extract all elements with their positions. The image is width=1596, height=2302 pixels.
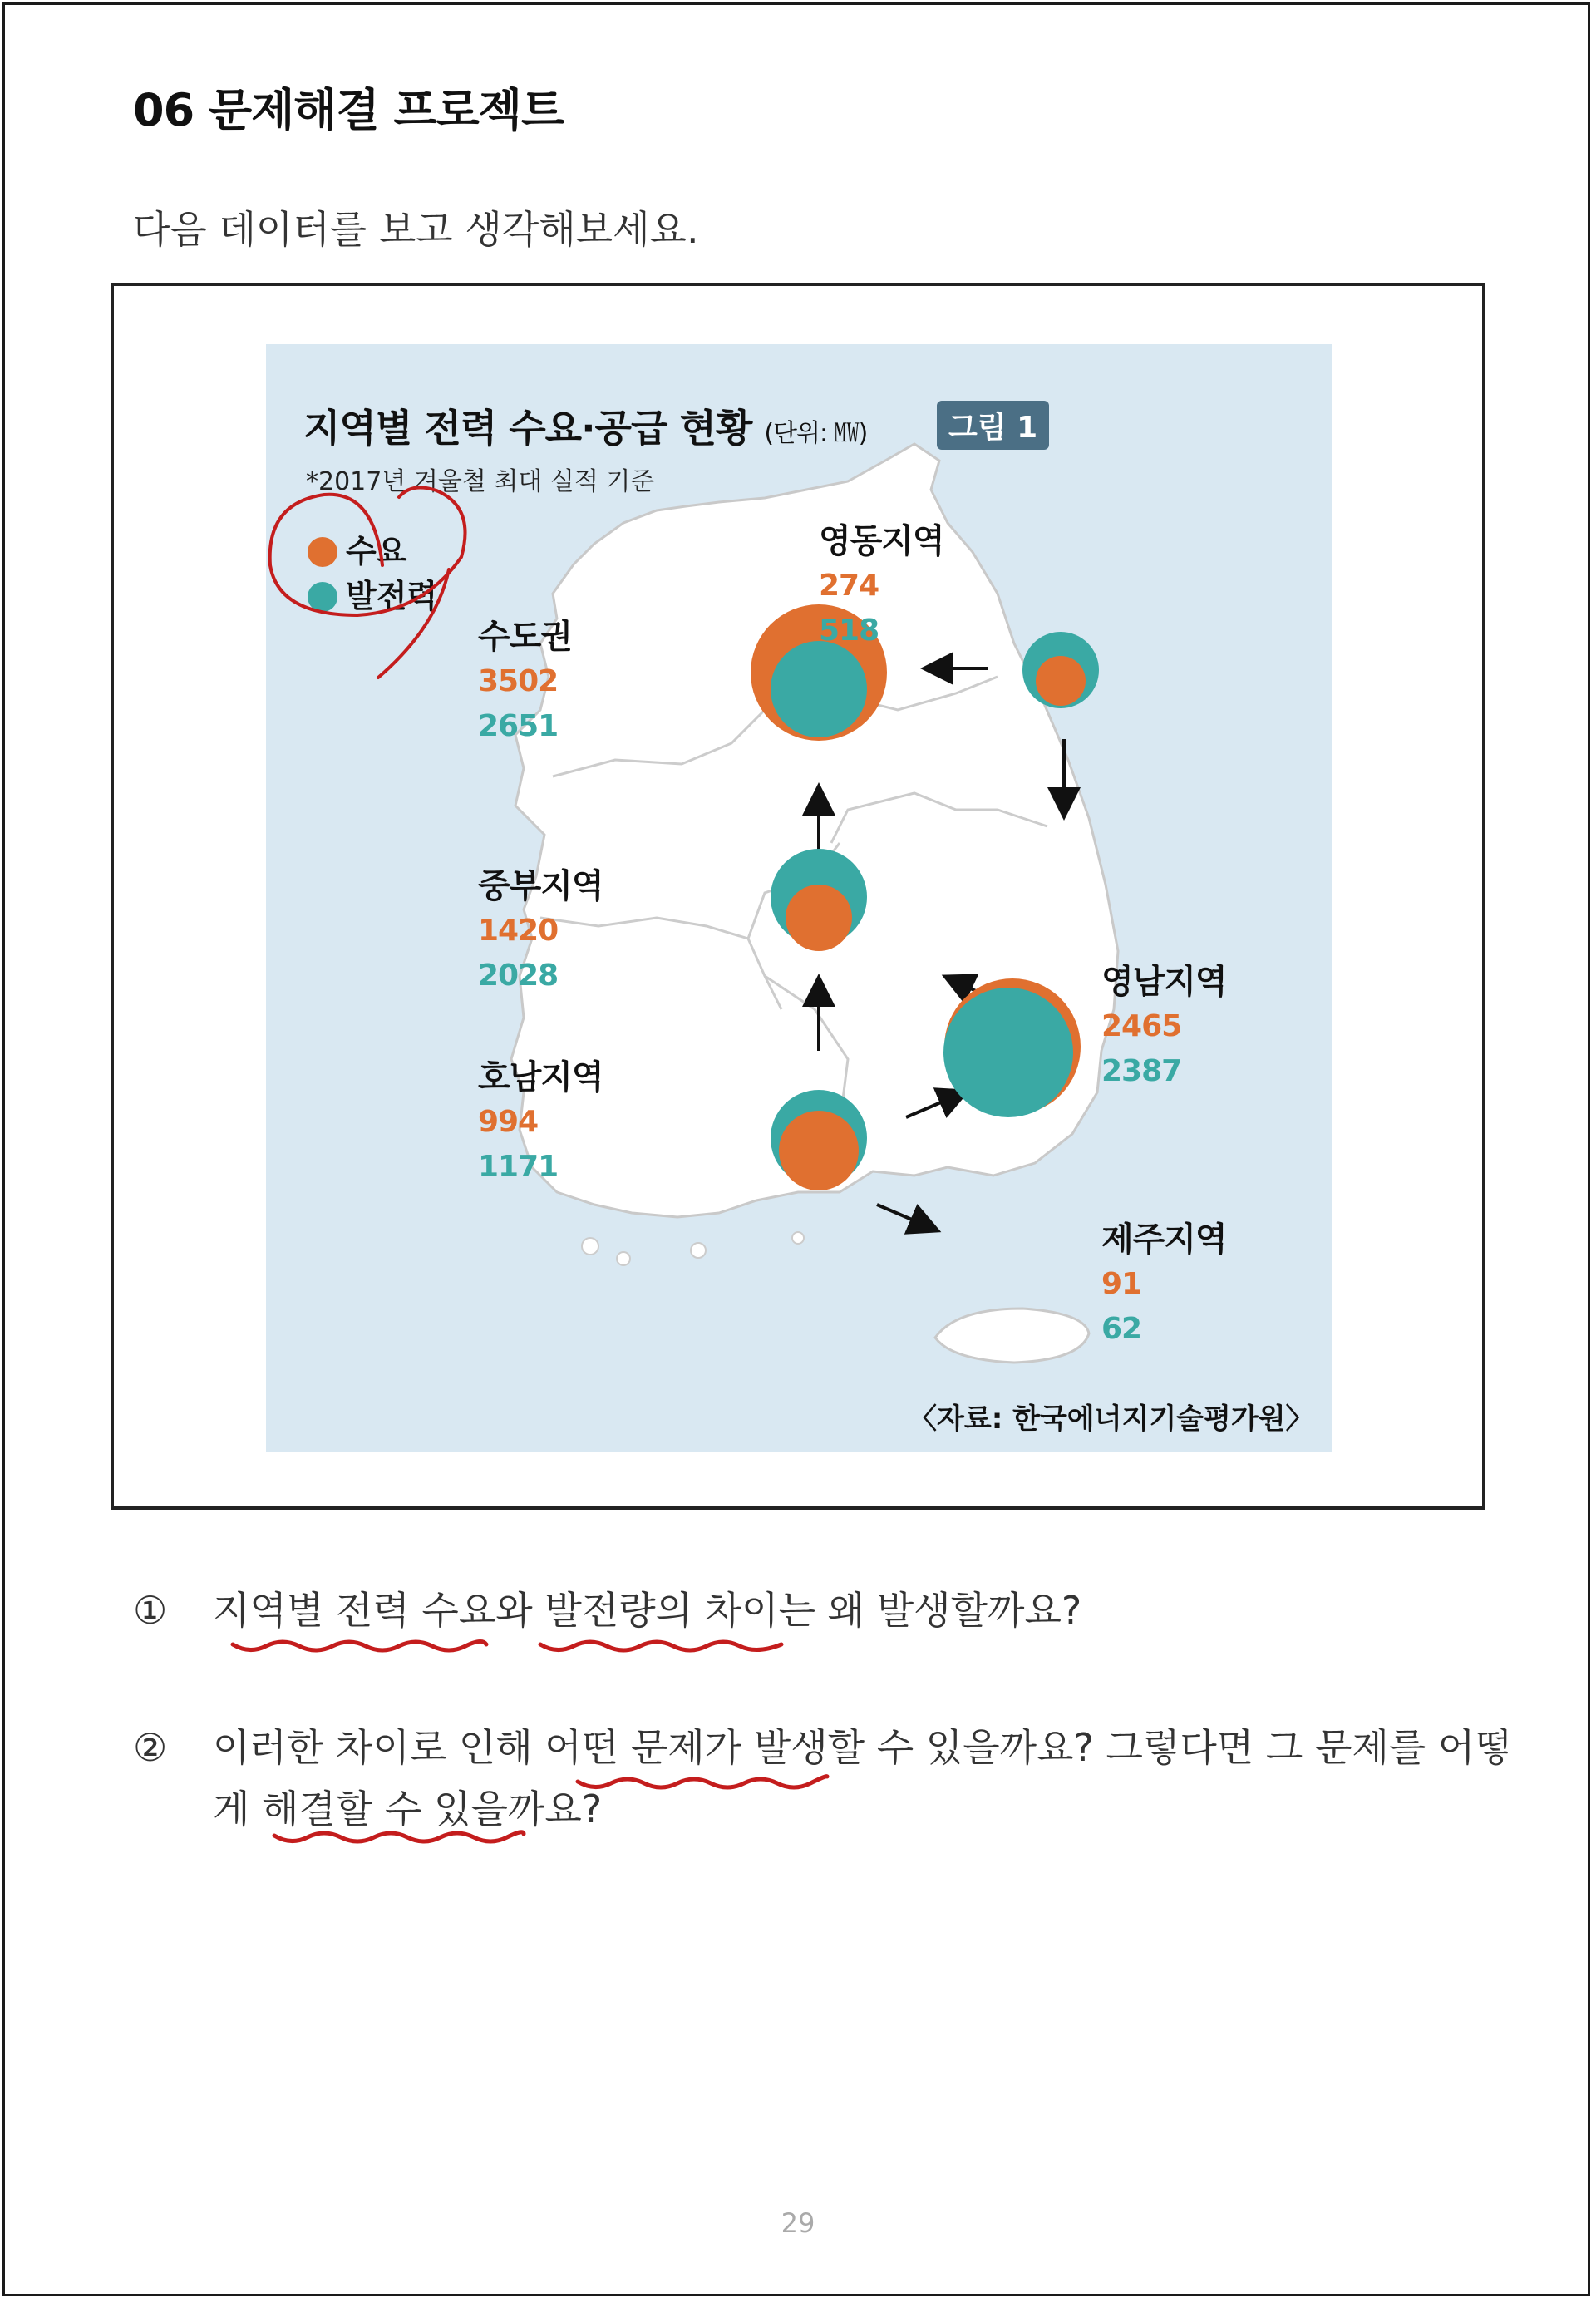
region-yeongnam: 영남지역 2465 2387 — [1101, 963, 1227, 1088]
region-central: 중부지역 1420 2028 — [478, 867, 603, 993]
jeju-shape — [935, 1309, 1089, 1363]
map-title: 지역별 전력 수요·공급 현황 (단위: ㎿) — [303, 406, 868, 451]
question-2-underline-1 — [574, 1767, 840, 1800]
island — [792, 1232, 804, 1244]
figure-frame — [111, 283, 1485, 1510]
page-number: 29 — [781, 2207, 815, 2239]
question-1-text: 지역별 전력 수요와 발전량의 차이는 왜 발생할까요? — [213, 1588, 1082, 1633]
yeongdong-demand-bubble — [1036, 656, 1086, 706]
capital-supply-bubble — [771, 641, 867, 737]
section-title: 06 문제해결 프로젝트 — [133, 84, 564, 136]
question-2-number: ② — [133, 1725, 168, 1770]
island — [691, 1243, 706, 1258]
legend-demand: 수요 — [308, 525, 406, 571]
island — [617, 1252, 630, 1265]
data-source: 〈자료: 한국에너지기술평가원〉 — [909, 1402, 1314, 1436]
question-1-number: ① — [133, 1588, 168, 1633]
instruction-text: 다음 데이터를 보고 생각해보세요. — [133, 207, 699, 252]
central-demand-bubble — [786, 885, 852, 951]
region-honam: 호남지역 994 1171 — [478, 1058, 603, 1184]
region-capital: 수도권 3502 2651 — [478, 618, 572, 743]
figure-badge: 그림 1 — [937, 401, 1049, 450]
map-subtitle: *2017년 겨울철 최대 실적 기준 — [306, 467, 655, 496]
question-2-text: 이러한 차이로 인해 어떤 문제가 발생할 수 있을까요? 그렇다면 그 문제를 어떻게 해결할 수 있을까요? — [213, 1725, 1512, 1831]
region-jeju: 제주지역 91 62 — [1101, 1220, 1227, 1346]
island — [582, 1238, 598, 1255]
legend-highlight-circle — [258, 474, 482, 690]
legend-supply: 발전력 — [308, 570, 437, 616]
honam-demand-bubble — [779, 1111, 859, 1190]
question-2-underline-2 — [270, 1821, 536, 1854]
region-yeongdong: 영동지역 274 518 — [819, 522, 944, 648]
flow-arrow-south-coast — [877, 1205, 935, 1230]
yeongnam-supply-bubble — [943, 988, 1073, 1117]
question-1-underline — [229, 1629, 810, 1663]
